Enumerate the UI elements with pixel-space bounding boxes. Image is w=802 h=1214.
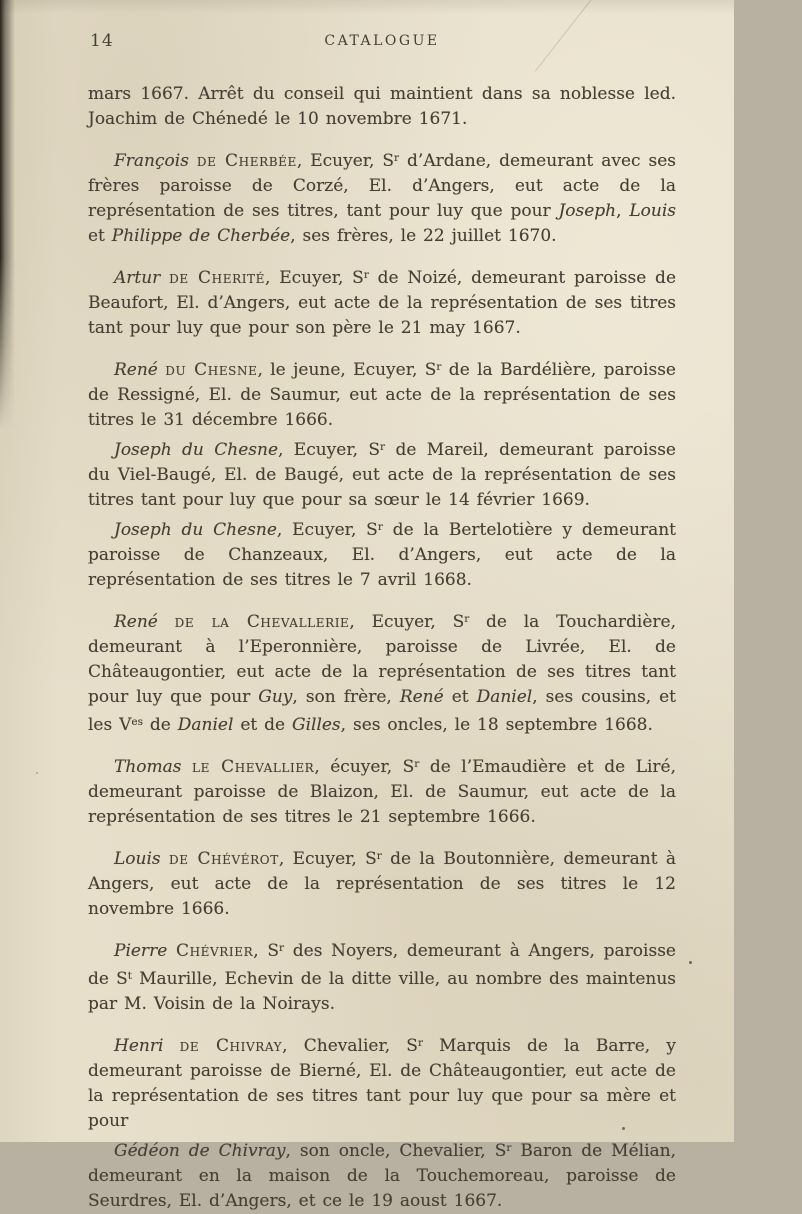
text-segment: Philippe de Cherbée (111, 226, 291, 246)
text-segment: , Ecuyer, S (276, 520, 378, 540)
text-segment: de (143, 715, 178, 735)
text-segment: Chévrier (175, 941, 254, 961)
text-segment (158, 612, 175, 632)
text-segment: r (377, 521, 383, 533)
text-segment: Artur (114, 268, 161, 288)
text-segment: , Ecuyer, S (349, 612, 465, 632)
text-segment: Daniel (476, 687, 533, 707)
text-segment: et (88, 226, 112, 246)
paragraph (88, 82, 676, 132)
text-segment: du Chesne (165, 360, 258, 380)
text-segment: t (127, 970, 132, 982)
text-segment: Maurille, Echevin de la ditte ville, au nombre des maintenus par M. Voisin de la Noirays. (88, 969, 677, 1014)
text-segment: r (506, 1142, 512, 1154)
text-segment: r (417, 1037, 423, 1049)
text-segment: r (380, 441, 386, 453)
text-segment: de Chévérot (168, 849, 279, 869)
page-header (88, 30, 676, 52)
text-segment: de Mareil, demeurant paroisse du Viel-Baugé, El. de Baugé, eut acte de la représentation de ses titres tant pour luy que pour sa sœur le 14 février 1669. (88, 440, 676, 510)
text-segment (160, 268, 169, 288)
ink-speck (36, 772, 38, 774)
text-segment: des Noyers, demeurant à Angers, paroisse de S (88, 941, 676, 989)
paragraph (88, 515, 676, 593)
text-segment: , S (253, 941, 280, 961)
page-number: 14 (90, 31, 114, 51)
text-segment: Marquis de la Barre, y demeurant paroisse de Bierné, El. de Châteaugontier, eut acte de la représentation de ses titres tant pour luy que pour sa mère et pour (88, 1036, 676, 1131)
text-segment (182, 757, 193, 777)
text-segment: de la Bertelotière y demeurant paroisse de Chanzeaux, El. d’Angers, eut acte de la représentation de ses titres le 7 avril 1668. (88, 520, 676, 590)
text-segment: de la Chevallerie (174, 612, 350, 632)
text-segment: de la Touchardière, demeurant à l’Eperonnière, paroisse de Livrée, El. de Châteaugontier, eut acte de la représentation de ses titres tant pour luy que pour (88, 612, 676, 707)
text-segment: , Ecuyer, S (265, 268, 364, 288)
text-segment: d’Ardane, demeurant avec ses frères paroisse de Corzé, El. d’Angers, eut acte de la représentation de ses titres, tant pour luy que pour (88, 151, 676, 221)
ink-speck (689, 961, 692, 964)
text-segment: , Chevalier, S (282, 1036, 418, 1056)
paragraph (88, 1031, 676, 1134)
paragraph (88, 435, 676, 513)
text-segment: Baron de Mélian, demeurant en la maison de la Touchemoreau, paroisse de Seurdres, El. d’Angers, et ce le 19 aoust 1667. (88, 1141, 676, 1211)
text-segment (163, 1036, 179, 1056)
text-segment: de Cherbée (196, 151, 297, 171)
text-segment: René (114, 360, 158, 380)
text-segment: , Ecuyer, S (278, 440, 381, 460)
paragraphs (88, 82, 676, 1214)
text-segment: , ses frères, le 22 juillet 1670. (290, 226, 557, 246)
running-title: CATALOGUE (324, 33, 440, 49)
text-segment: Gédéon de Chivray (114, 1141, 286, 1161)
text-segment: , son frère, (292, 687, 400, 707)
text-segment: , le jeune, Ecuyer, S (257, 360, 437, 380)
text-segment: et (443, 687, 477, 707)
text-segment: de la Boutonnière, demeurant à Angers, eut acte de la représentation de ses titres le 12 novembre 1666. (88, 849, 676, 919)
text-segment: Joseph du Chesne (114, 440, 279, 460)
scan-edge-shadow (0, 0, 15, 430)
text-segment: de Chivray (179, 1036, 283, 1056)
text-segment: r (376, 850, 382, 862)
text-segment: r (436, 361, 442, 373)
paragraph (88, 263, 676, 341)
text-segment: Pierre (114, 941, 168, 961)
text-segment (161, 849, 169, 869)
text-segment: et de (233, 715, 292, 735)
text-segment: Joseph (558, 201, 617, 221)
text-segment: mars 1667. Arrêt du conseil qui maintient dans sa noblesse led. Joachim de Chénedé le 10 novembre 1671. (88, 84, 676, 129)
text-segment: le Chevallier (192, 757, 315, 777)
text-segment: , écuyer, S (314, 757, 415, 777)
paragraph (88, 146, 676, 249)
text-segment: de l’Emaudière et de Liré, demeurant paroisse de Blaizon, El. de Saumur, eut acte de la représentation de ses titres le 21 septembre 1666. (88, 757, 677, 827)
text-segment: , Ecuyer, S (278, 849, 377, 869)
text-segment: r (414, 758, 420, 770)
text-segment: , ses oncles, le 18 septembre 1668. (340, 715, 653, 735)
text-segment: Daniel (177, 715, 234, 735)
text-segment (189, 151, 197, 171)
paragraph (88, 752, 676, 830)
text-segment: es (131, 716, 144, 728)
text-segment: , ses cousins, et les V (88, 687, 677, 735)
text-segment (167, 941, 176, 961)
text-segment: , (616, 201, 630, 221)
text-segment: r (464, 613, 470, 625)
text-segment: r (363, 269, 369, 281)
text-segment: Joseph du Chesne (114, 520, 277, 540)
text-segment: Henri (114, 1036, 164, 1056)
text-segment: de la Bardélière, paroisse de Ressigné, El. de Saumur, eut acte de la représentation de ses titres le 31 décembre 1666. (88, 360, 676, 430)
text-segment: René (114, 612, 158, 632)
text-segment: Louis (629, 201, 676, 221)
paragraph (88, 355, 676, 433)
paragraph (88, 607, 676, 738)
text-segment: François (114, 151, 189, 171)
text-segment: René (399, 687, 444, 707)
text-segment: Guy (258, 687, 293, 707)
text-segment: r (279, 942, 285, 954)
text-segment: Thomas (114, 757, 182, 777)
text-segment: Louis (114, 849, 161, 869)
text-segment: de Noizé, demeurant paroisse de Beaufort, El. d’Angers, eut acte de la représentation de ses titres tant pour luy que pour son père le 21 may 1667. (88, 268, 677, 338)
paragraph (88, 936, 676, 1017)
text-segment: de Cherité (169, 268, 266, 288)
text-segment: , Ecuyer, S (296, 151, 395, 171)
text-segment: r (394, 152, 400, 164)
text-segment: Gilles (291, 715, 341, 735)
paragraph (88, 844, 676, 922)
paragraph (88, 1136, 676, 1214)
page-content (88, 30, 676, 1214)
text-segment: , son oncle, Chevalier, S (285, 1141, 507, 1161)
